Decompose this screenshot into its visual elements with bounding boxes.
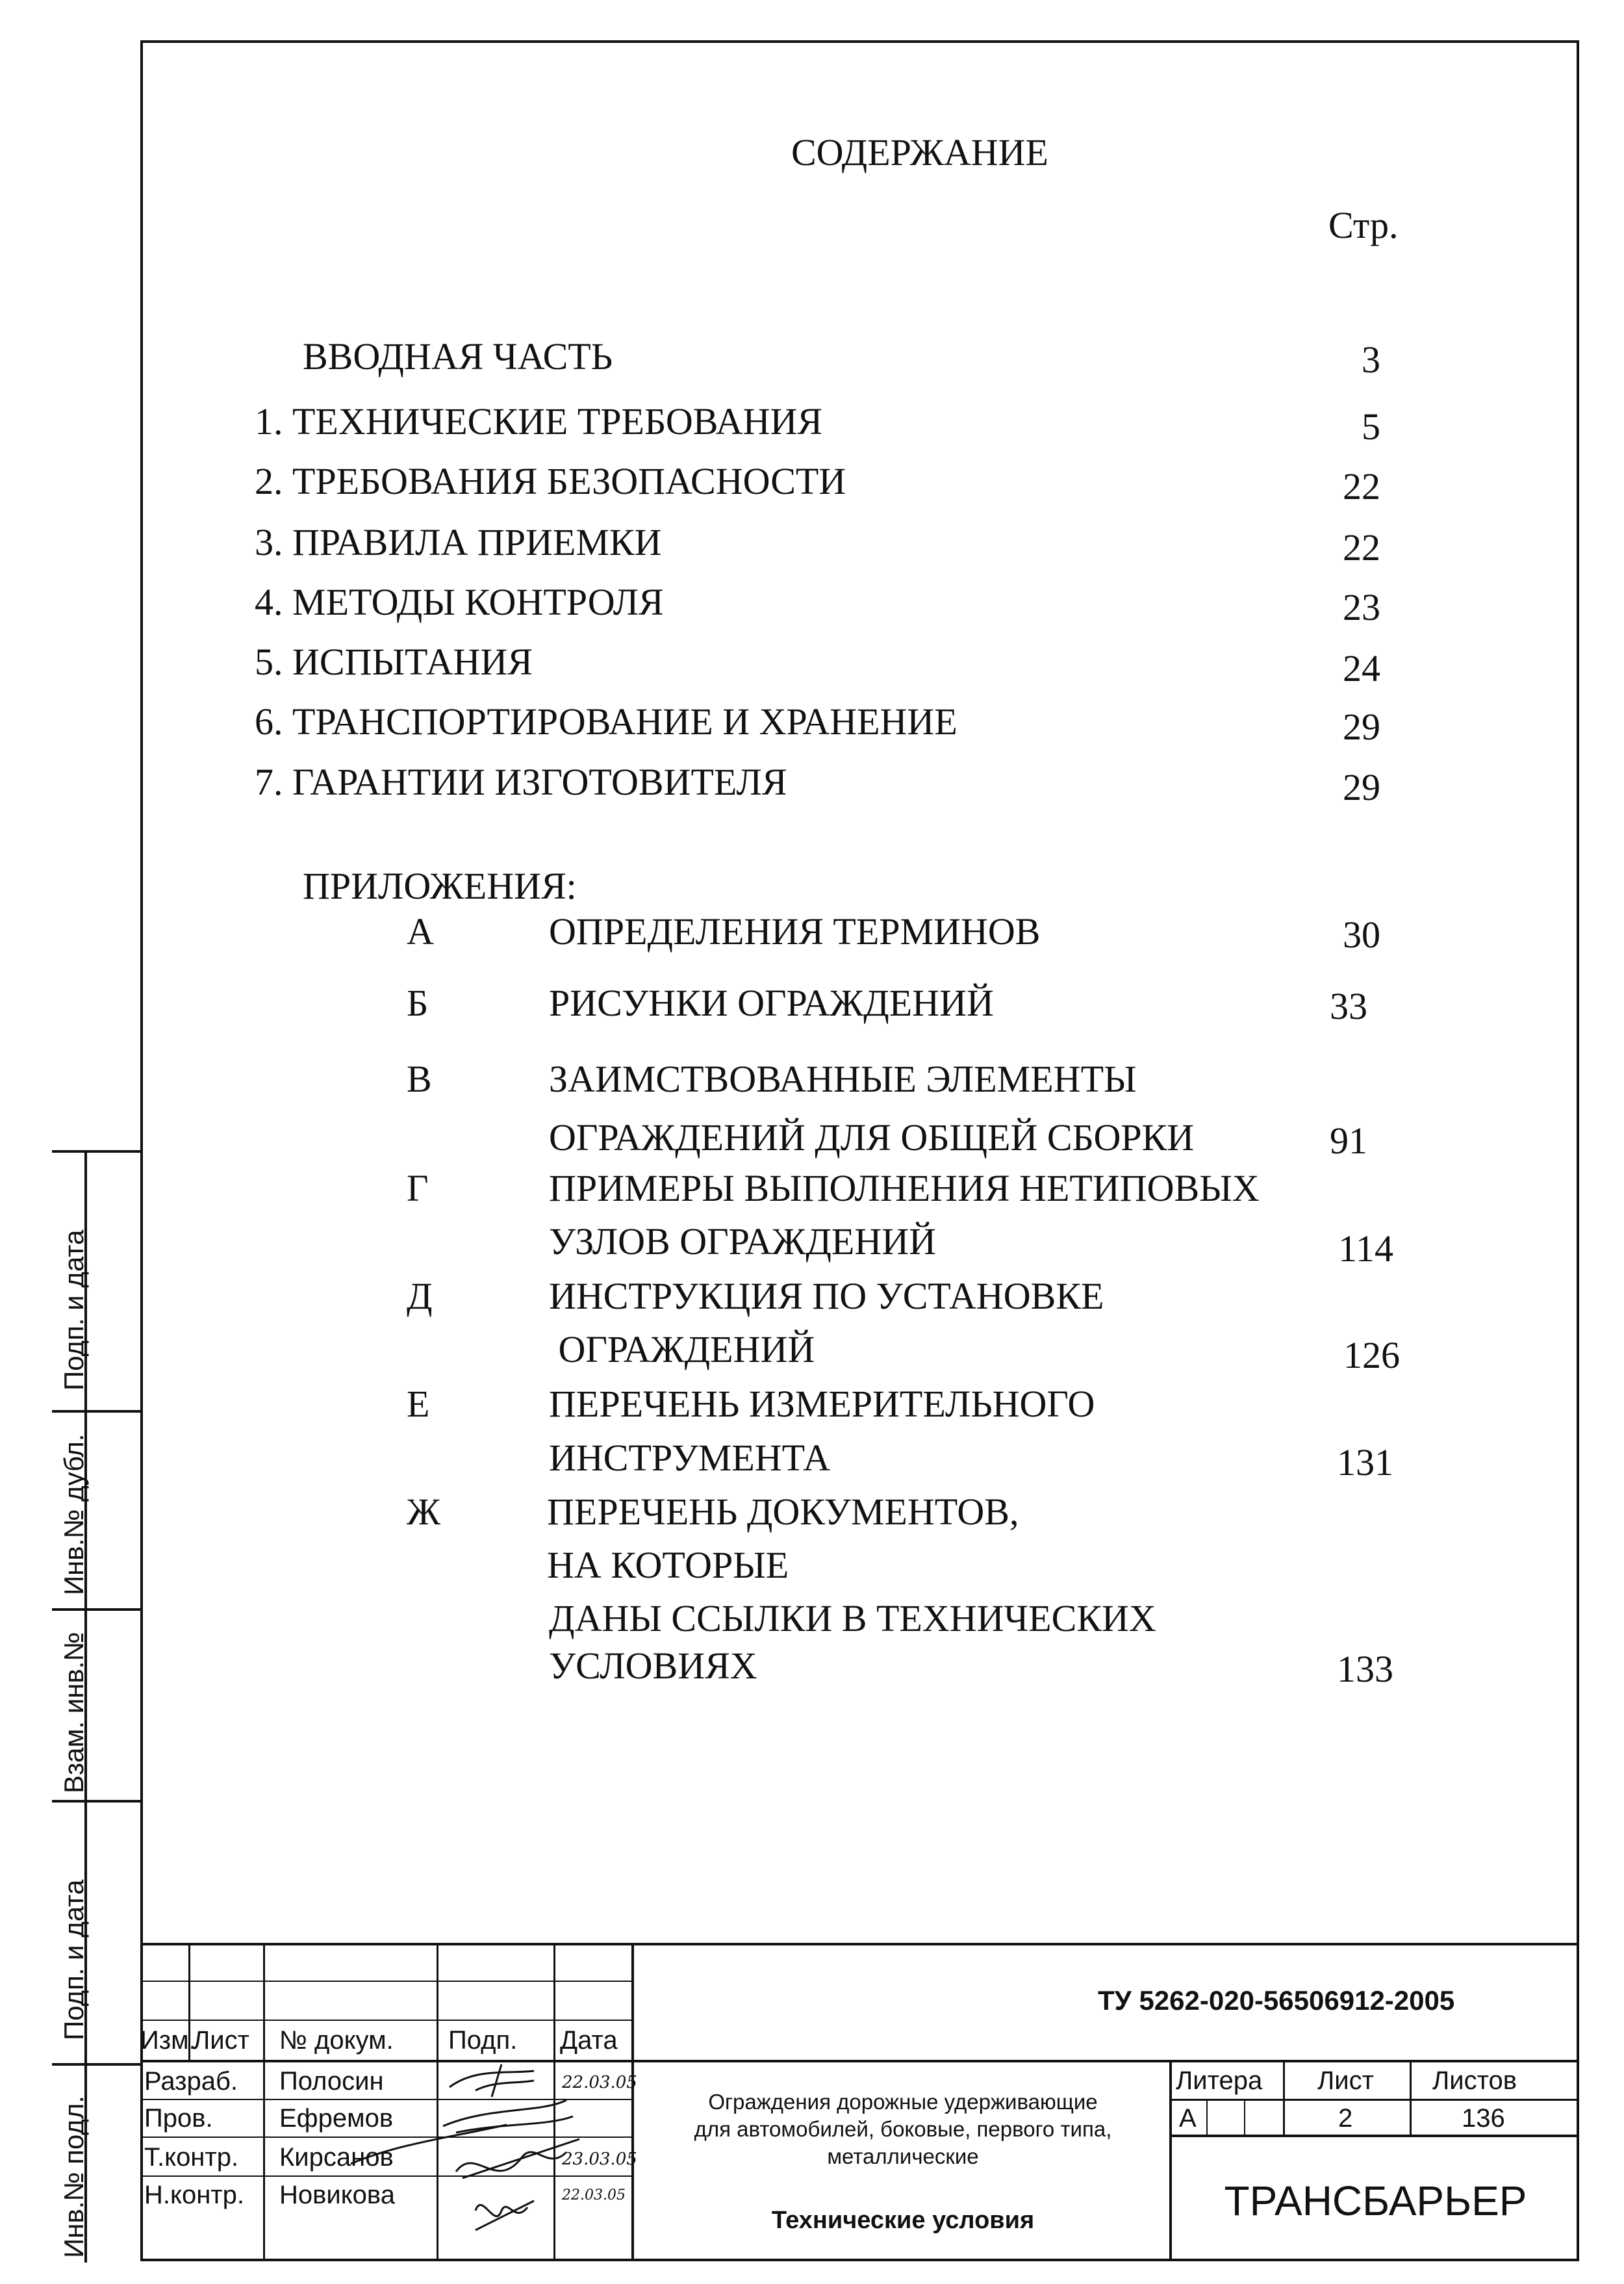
- toc-item-page: 29: [1343, 766, 1380, 808]
- litera-value: А: [1179, 2104, 1197, 2133]
- toc-item-title: 5. ИСПЫТАНИЯ: [255, 641, 533, 683]
- toc-item-page: 29: [1343, 706, 1380, 748]
- appendix-title: РИСУНКИ ОГРАЖДЕНИЙ: [549, 982, 994, 1024]
- signer-name: Новикова: [279, 2181, 395, 2209]
- appendix-letter: Б: [407, 982, 429, 1024]
- col-header-doc-no: № докум.: [279, 2026, 394, 2055]
- toc-item-page: 23: [1343, 586, 1380, 628]
- sheet-label: Лист: [1317, 2066, 1374, 2095]
- appendix-title: ПЕРЕЧЕНЬ ИЗМЕРИТЕЛЬНОГО: [549, 1383, 1095, 1425]
- col-header-date: Дата: [560, 2026, 618, 2055]
- page-title: СОДЕРЖАНИЕ: [791, 131, 1048, 173]
- sheet-value: 2: [1338, 2104, 1353, 2133]
- appendix-title: ДАНЫ ССЫЛКИ В ТЕХНИЧЕСКИХ: [549, 1597, 1156, 1639]
- product-name-line: металлические: [827, 2144, 979, 2168]
- toc-item-title: 6. ТРАНСПОРТИРОВАНИЕ И ХРАНЕНИЕ: [255, 700, 958, 743]
- appendix-page: 133: [1337, 1648, 1393, 1690]
- toc-item-title: 1. ТЕХНИЧЕСКИЕ ТРЕБОВАНИЯ: [255, 400, 823, 443]
- toc-item-title: ВВОДНАЯ ЧАСТЬ: [303, 335, 613, 378]
- appendix-letter: Ж: [407, 1491, 440, 1533]
- signer-name: Ефремов: [279, 2104, 394, 2133]
- sign-date: 22.03.05: [562, 2187, 626, 2203]
- appendix-page: 91: [1330, 1120, 1367, 1162]
- signer-role: Т.контр.: [144, 2143, 239, 2172]
- toc-item-title: 7. ГАРАНТИИ ИЗГОТОВИТЕЛЯ: [255, 761, 787, 803]
- sign-date: 23.03.05: [562, 2149, 637, 2169]
- toc-item-page: 24: [1343, 647, 1380, 689]
- side-stamp-label: Взам. инв.№: [58, 1632, 89, 1793]
- appendix-page: 114: [1338, 1227, 1393, 1270]
- toc-item-page: 5: [1362, 405, 1380, 448]
- toc-item-page: 22: [1343, 465, 1380, 507]
- toc-item-title: 2. ТРЕБОВАНИЯ БЕЗОПАСНОСТИ: [255, 460, 846, 502]
- appendix-letter: В: [407, 1058, 432, 1100]
- toc-item-page: 22: [1343, 526, 1380, 569]
- appendix-title: ПЕРЕЧЕНЬ ДОКУМЕНТОВ,: [547, 1491, 1019, 1533]
- appendix-title: ЗАИМСТВОВАННЫЕ ЭЛЕМЕНТЫ: [549, 1058, 1137, 1100]
- appendix-title: УСЛОВИЯХ: [549, 1645, 757, 1687]
- appendix-letter: А: [407, 910, 434, 953]
- document-type: Технические условия: [771, 2207, 1035, 2234]
- appendix-page: 126: [1343, 1334, 1400, 1376]
- signer-name: Полосин: [279, 2067, 384, 2096]
- product-name-line: Ограждения дорожные удерживающие: [708, 2090, 1098, 2114]
- toc-item-title: 3. ПРАВИЛА ПРИЕМКИ: [255, 521, 662, 563]
- toc-item-page: 3: [1362, 339, 1380, 381]
- page-column-label: Стр.: [1328, 204, 1399, 246]
- appendix-title: ОПРЕДЕЛЕНИЯ ТЕРМИНОВ: [549, 910, 1041, 953]
- litera-label: Литера: [1176, 2066, 1263, 2095]
- appendix-title: ИНСТРУКЦИЯ ПО УСТАНОВКЕ: [549, 1275, 1104, 1317]
- appendix-heading: ПРИЛОЖЕНИЯ:: [303, 865, 577, 907]
- appendix-page: 33: [1330, 985, 1367, 1027]
- signature-stroke: [344, 2118, 513, 2170]
- sign-date: 22.03.05: [562, 2073, 637, 2092]
- signer-role: Пров.: [144, 2104, 213, 2133]
- signer-role: Разраб.: [144, 2067, 238, 2096]
- appendix-title: ПРИМЕРЫ ВЫПОЛНЕНИЯ НЕТИПОВЫХ: [549, 1167, 1260, 1209]
- appendix-title: ОГРАЖДЕНИЙ: [549, 1328, 815, 1370]
- sheets-value: 136: [1462, 2104, 1505, 2133]
- appendix-letter: Г: [407, 1167, 429, 1209]
- side-stamp-label: Подп. и дата: [58, 1229, 89, 1391]
- product-name-line: для автомобилей, боковые, первого типа,: [694, 2117, 1112, 2141]
- sheets-label: Листов: [1432, 2066, 1517, 2095]
- side-stamp-label: Инв.№ дубл.: [58, 1433, 89, 1595]
- appendix-letter: Е: [407, 1383, 430, 1425]
- appendix-title: НА КОТОРЫЕ: [547, 1544, 789, 1586]
- col-header-izm: Изм.: [140, 2026, 196, 2055]
- appendix-letter: Д: [407, 1275, 433, 1317]
- document-code: ТУ 5262-020-56506912-2005: [1098, 1985, 1455, 2016]
- company-name: ТРАНСБАРЬЕР: [1224, 2177, 1527, 2224]
- side-stamp-label: Инв.№ подл.: [58, 2096, 89, 2258]
- appendix-title: УЗЛОВ ОГРАЖДЕНИЙ: [549, 1220, 936, 1263]
- col-header-signature: Подп.: [448, 2026, 518, 2055]
- side-stamp-label: Подп. и дата: [58, 1879, 89, 2040]
- appendix-page: 30: [1343, 914, 1380, 956]
- signer-role: Н.контр.: [144, 2181, 244, 2209]
- appendix-title: ОГРАЖДЕНИЙ ДЛЯ ОБЩЕЙ СБОРКИ: [549, 1116, 1195, 1159]
- col-header-list: Лист: [193, 2026, 249, 2055]
- toc-item-title: 4. МЕТОДЫ КОНТРОЛЯ: [255, 581, 664, 623]
- appendix-title: ИНСТРУМЕНТА: [549, 1437, 831, 1479]
- appendix-page: 131: [1337, 1441, 1393, 1483]
- signer-name: Кирсанов: [279, 2143, 394, 2172]
